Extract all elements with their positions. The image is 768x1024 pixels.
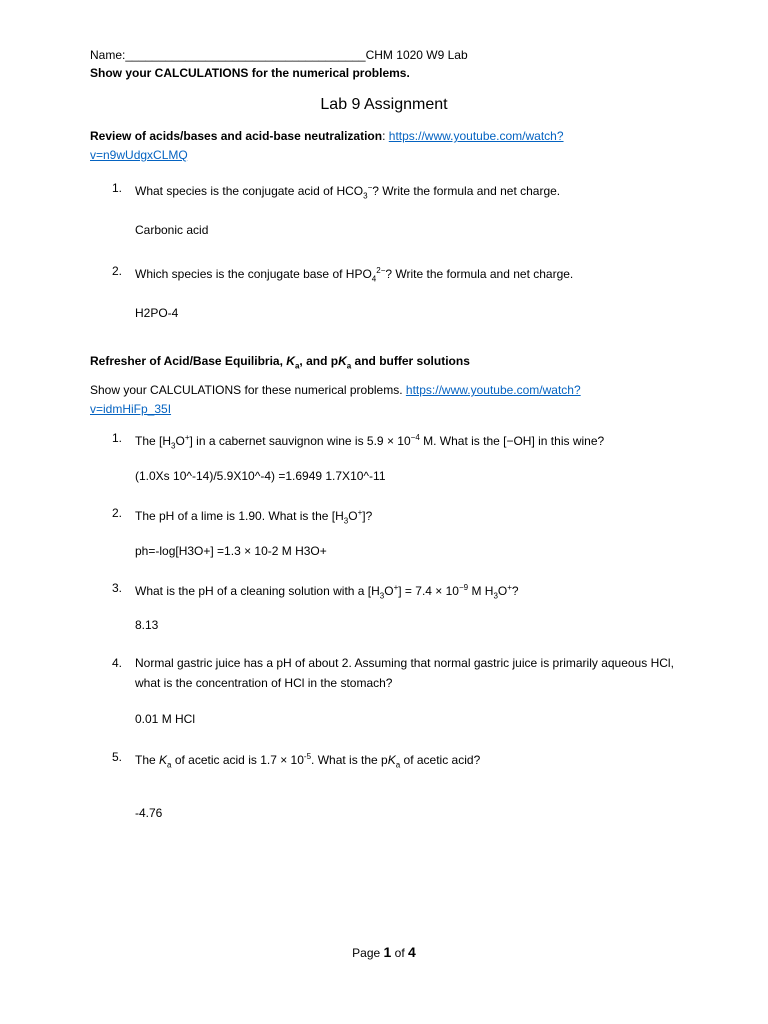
heading-colon: :	[382, 129, 389, 143]
q-sub: 3	[363, 191, 368, 201]
q-text: of acetic acid is 1.7 × 10	[171, 753, 304, 767]
q-sup: +	[507, 583, 512, 592]
s2-q1-number: 1.	[112, 431, 123, 445]
footer-text: Page	[352, 946, 384, 960]
q-text: What species is the conjugate acid of HCO	[135, 184, 364, 198]
s2-q5-text	[135, 749, 480, 773]
s1-q2-answer: H2PO-4	[135, 306, 179, 320]
q-text: of acetic acid?	[400, 753, 481, 767]
s2-q1-answer: (1.0Xs 10^-14)/5.9X10^-4) =1.6949 1.7X10^-11	[135, 469, 386, 483]
section1-video-link[interactable]: https://www.youtube.com/watch?	[388, 129, 564, 143]
s2-q2-text	[135, 505, 372, 529]
heading-part: , and p	[299, 354, 339, 368]
s2-q4-number: 4.	[112, 656, 123, 670]
name-line: Name:____________________________________CHM 1020 W9 Lab	[90, 48, 468, 62]
q-text: . What is the p	[311, 753, 388, 767]
q-sub: 3	[379, 591, 385, 601]
q-text: ]?	[362, 509, 373, 523]
s2-q3-text	[135, 580, 519, 604]
section1-heading-line	[90, 128, 564, 144]
s2-q5-number: 5.	[112, 750, 123, 764]
q-sup: +	[357, 508, 363, 517]
s1-q2-text	[135, 263, 573, 287]
footer-text: of	[391, 946, 409, 960]
heading-ksub: a	[294, 361, 300, 371]
q-text: Which species is the conjugate base of HPO	[135, 267, 372, 281]
q-sup: −9	[458, 583, 469, 592]
q-text: The	[135, 753, 160, 767]
q-sup: +	[184, 433, 190, 442]
q-text: ] in a cabernet sauvignon wine is 5.9 × 10	[189, 434, 411, 448]
s1-q1-answer: Carbonic acid	[135, 223, 209, 237]
current-page: 1	[383, 944, 392, 960]
heading-part: Refresher of Acid/Base Equilibria,	[90, 354, 287, 368]
section2-link-line2	[90, 401, 171, 417]
heading-ksub: a	[346, 361, 352, 371]
s1-q2-number: 2.	[112, 264, 123, 278]
q-sub: a	[395, 760, 401, 770]
q-text: What is the pH of a cleaning solution with a [H	[135, 584, 380, 598]
q-sub: 3	[171, 441, 176, 451]
section2-intro-line	[90, 382, 581, 398]
q-text: O	[348, 509, 358, 523]
q-sub: 3	[343, 516, 349, 526]
section1-video-link-cont[interactable]: v=n9wUdgxCLMQ	[90, 148, 188, 162]
q-text: O	[175, 434, 185, 448]
heading-k: K	[286, 354, 295, 368]
q-sub: 4	[371, 274, 377, 284]
s2-q3-number: 3.	[112, 581, 123, 595]
s2-q3-answer: 8.13	[135, 618, 159, 632]
q-sup: −	[367, 183, 373, 192]
q-sup: -5	[303, 752, 312, 761]
q-text: O	[497, 584, 508, 598]
section1-heading: Review of acids/bases and acid-base neutralization	[90, 129, 383, 143]
q-text: ? Write the formula and net charge.	[372, 184, 561, 198]
s1-q1-number: 1.	[112, 181, 123, 195]
q-sup: 2−	[376, 266, 386, 275]
s2-q4-text: Normal gastric juice has a pH of about 2. Assuming that normal gastric juice is primarily aqueous HCl, what is the concentration of HCl in the stomach?	[135, 656, 674, 690]
s2-q5-answer: -4.76	[135, 806, 163, 820]
section1-link-line2	[90, 147, 188, 163]
s1-q1-text	[135, 180, 560, 204]
calculations-instruction: Show your CALCULATIONS for the numerical problems.	[90, 66, 410, 80]
total-pages: 4	[408, 944, 416, 960]
section2-intro: Show your CALCULATIONS for these numerical problems.	[90, 383, 406, 397]
s2-q2-answer: ph=-log[H3O+] =1.3 × 10-2 M H3O+	[135, 544, 327, 558]
q-k: K	[159, 753, 168, 767]
q-text: ? Write the formula and net charge.	[385, 267, 574, 281]
section2-heading	[90, 353, 470, 374]
q-sup: +	[393, 583, 399, 592]
section2-video-link-cont[interactable]: v=idmHiFp_35I	[90, 402, 172, 416]
section2-video-link[interactable]: https://www.youtube.com/watch?	[405, 383, 581, 397]
s2-q1-text	[135, 430, 604, 454]
heading-k: K	[338, 354, 347, 368]
q-text: O	[384, 584, 394, 598]
q-text: The [H	[135, 434, 172, 448]
q-sup: −4	[410, 433, 420, 442]
q-text: M H	[468, 584, 494, 598]
heading-part: and buffer solutions	[351, 354, 470, 368]
s2-q4-answer: 0.01 M HCl	[135, 712, 196, 726]
q-text: M. What is the [−OH] in this wine?	[419, 434, 605, 448]
page-footer	[0, 944, 768, 960]
q-k: K	[387, 753, 396, 767]
page-title: Lab 9 Assignment	[320, 96, 448, 113]
q-text: ?	[511, 584, 519, 598]
q-sub: 3	[493, 591, 498, 601]
q-text: The pH of a lime is 1.90. What is the [H	[135, 509, 344, 523]
s2-q2-number: 2.	[112, 506, 123, 520]
q-text: ] = 7.4 × 10	[398, 584, 459, 598]
q-sub: a	[167, 760, 172, 770]
